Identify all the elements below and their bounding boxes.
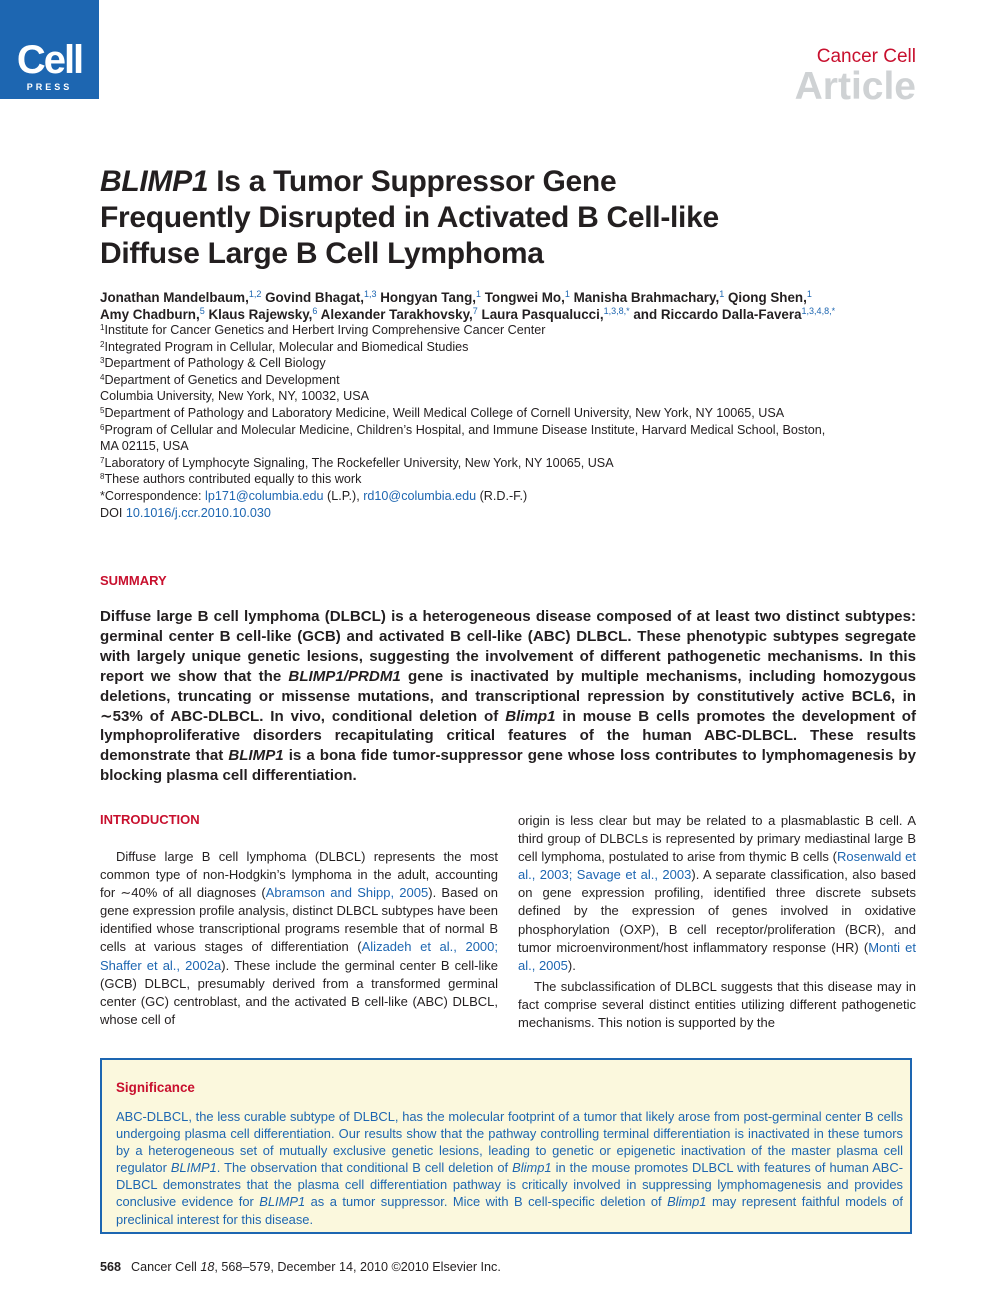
author-sup[interactable]: 1,3,8,*	[603, 306, 630, 316]
affiliation-sup: 7	[100, 455, 105, 465]
title-gene: BLIMP1	[100, 165, 209, 198]
affiliation-sup: 4	[100, 372, 105, 382]
intro-left-column	[100, 848, 498, 1029]
author: Govind Bhagat,	[265, 290, 365, 305]
author-sup[interactable]: 6	[312, 306, 318, 316]
significance-heading: Significance	[116, 1080, 195, 1095]
introduction-heading: INTRODUCTION	[100, 812, 200, 827]
intro-paragraph: The subclassification of DLBCL suggests that this disease may in fact comprise several distinct entities utilizing different pathogenetic mechanisms. This notion is supported by the	[518, 978, 916, 1031]
summary-gene: BLIMP1/PRDM1	[288, 667, 401, 685]
affiliation	[100, 471, 920, 488]
affiliation	[100, 405, 920, 422]
email-link[interactable]: rd10@columbia.edu	[363, 488, 477, 503]
intro-right-column	[518, 812, 916, 1032]
correspondence-label: *Correspondence:	[100, 488, 206, 503]
affiliation	[100, 372, 920, 389]
summary-part: gene is inactivated by multiple mechanisms, including homozygous deletions, truncating or missense mutations, and transcriptional repression by constitutively active BCL6, in ∼53% of ABC-DLBCL. In vivo, conditional deletion of	[100, 667, 917, 725]
author: Tongwei Mo,	[484, 290, 565, 305]
author: Manisha Brahmachary,	[573, 290, 720, 305]
author: Amy Chadburn,	[100, 307, 200, 322]
summary-gene: Blimp1	[505, 707, 556, 725]
author: Laura Pasqualucci,	[481, 307, 604, 322]
significance-part: in the mouse promotes DLBCL with features of human ABC-DLBCL demonstrates that the plasma cell differentiation pathway is critically involved in suppressing lymphomagenesis and provides conclusive evidence for	[116, 1160, 903, 1210]
affiliation	[100, 455, 920, 472]
significance-part: may represent faithful models of preclinical interest for this disease.	[116, 1194, 903, 1227]
affiliation-sup: 1	[100, 323, 105, 332]
logo-word: Cell	[16, 38, 83, 82]
affiliation-sup: 8	[100, 472, 105, 482]
author: Alexander Tarakhovsky,	[320, 307, 473, 322]
article-type: Article	[794, 65, 916, 108]
affiliation-text: Columbia University, New York, NY, 10032, USA	[100, 389, 370, 404]
summary-part: Diffuse large B cell lymphoma (DLBCL) is a heterogeneous disease composed of at least two distinct subtypes: germinal center B cell-like (GCB) and activated B cell-like (ABC) DLBCL. These phenotypic subtypes segregate with largely unique genetic lesions, suggesting the involvement of different pathogenetic mechanisms. In this report we show that the	[100, 608, 916, 685]
author: Jonathan Mandelbaum,	[100, 290, 249, 305]
affiliation	[100, 339, 920, 356]
summary-gene: BLIMP1	[228, 747, 284, 765]
cell-press-logo	[0, 0, 99, 99]
reference-link[interactable]: Rosenwald et al., 2003; Savage et al., 2003	[518, 849, 916, 883]
author: Hongyan Tang,	[380, 290, 476, 305]
significance-gene: Blimp1	[512, 1160, 552, 1176]
affiliation-text: MA 02115, USA	[100, 439, 189, 454]
reference-link[interactable]: Abramson and Shipp, 2005	[265, 885, 429, 901]
author: and Riccardo Dalla-Favera	[633, 307, 802, 322]
affiliation-sup: 2	[100, 339, 105, 349]
significance-part: . The observation that conditional B cell deletion of	[216, 1160, 513, 1176]
affiliation	[100, 438, 920, 455]
summary-part: in mouse B cells promotes the development of lymphoproliferative disorders recapitulating critical features of the human ABC-DLBCL. These results demonstrate that	[100, 707, 916, 765]
affiliation	[100, 422, 920, 439]
significance-text	[116, 1108, 903, 1228]
journal-name: Cancer Cell	[816, 46, 916, 67]
title-line1: Is a Tumor Suppressor Gene	[208, 165, 617, 198]
summary-heading: SUMMARY	[100, 573, 167, 588]
significance-gene: BLIMP1	[170, 1160, 217, 1176]
author-sup[interactable]: 1	[806, 289, 812, 299]
intro-text: Diffuse large B cell lymphoma (DLBCL) represents the most common type of non-Hodgkin’s lymphoma in the adult, accounting for ∼40% of all diagnoses (	[100, 849, 498, 901]
intro-paragraph	[100, 848, 498, 1029]
affiliation-text: Department of Pathology and Laboratory Medicine, Weill Medical College of Cornell University, New York, NY 10065, USA	[104, 405, 785, 420]
email-link[interactable]: lp171@columbia.edu	[205, 488, 324, 503]
article-title	[100, 164, 820, 272]
affiliation	[100, 355, 920, 372]
author-sup[interactable]: 7	[472, 306, 478, 316]
intro-text: ). These include the germinal center B cell-like (GCB) DLBCL, presumably derived from a transformed germinal center (GC) centroblast, and the activated B cell-like (ABC) DLBCL, whose cell of	[100, 957, 498, 1027]
author: Klaus Rajewsky,	[208, 307, 313, 322]
affiliation-text: Department of Genetics and Development	[104, 372, 340, 387]
summary-part: is a bona fide tumor-suppressor gene whose loss contributes to lymphomagenesis by blocking plasma cell differentiation.	[100, 747, 916, 785]
intro-text: ). Based on gene expression profile analysis, distinct DLBCL subtypes have been identified whose transcriptional programs resemble that of normal B cells at various stages of differentiation (	[100, 885, 498, 955]
author-list	[100, 289, 920, 323]
correspondence-initials: (L.P.),	[323, 488, 364, 503]
author: Qiong Shen,	[727, 290, 807, 305]
affiliation	[100, 388, 920, 405]
significance-part: ABC-DLBCL, the less curable subtype of DLBCL, has the molecular footprint of a tumor that likely arose from post-germinal center B cells undergoing plasma cell differentiation. Our results show that the pathway controlling terminal differentiation is inactivated in these tumors by a heterogeneous set of mutually exclusive genetic lesions, leading to genetic or epigenetic inactivation of the master plasma cell regulator	[116, 1109, 903, 1176]
affiliation-text: These authors contributed equally to this work	[104, 472, 362, 487]
significance-gene: Blimp1	[667, 1194, 707, 1210]
footer-citation: , 568–579, December 14, 2010 ©2010 Elsevier Inc.	[214, 1260, 501, 1274]
author-sup[interactable]: 5	[199, 306, 205, 316]
doi	[100, 505, 920, 522]
affiliation-text: Department of Pathology & Cell Biology	[104, 356, 326, 371]
correspondence	[100, 488, 920, 505]
affiliation	[100, 322, 920, 339]
affiliation-text: Laboratory of Lymphocyte Signaling, The Rockefeller University, New York, NY 10065, USA	[104, 455, 614, 470]
footer-journal: Cancer Cell	[131, 1260, 201, 1274]
affiliation-sup: 3	[100, 356, 105, 366]
affiliation-list	[100, 322, 920, 521]
intro-text: origin is less clear but may be related to a plasmablastic B cell. A third group of DLBCLs is represented by primary mediastinal large B cell lymphoma, postulated to arise from thymic B cells (	[518, 813, 916, 865]
author-sup[interactable]: 1,2	[248, 289, 262, 299]
significance-part: as a tumor suppressor. Mice with B cell-specific deletion of	[305, 1194, 668, 1210]
affiliation-sup: 5	[100, 405, 105, 415]
author-sup[interactable]: 1	[564, 289, 570, 299]
affiliation-text: Program of Cellular and Molecular Medicine, Children’s Hospital, and Immune Disease Institute, Harvard Medical School, Boston,	[104, 422, 826, 437]
title-line2: Frequently Disrupted in Activated B Cell-like	[100, 201, 719, 234]
title-line3: Diffuse Large B Cell Lymphoma	[100, 237, 544, 270]
author-sup[interactable]: 1,3,4,8,*	[801, 306, 836, 316]
logo-subword: PRESS	[26, 82, 73, 92]
author-sup[interactable]: 1,3	[364, 289, 377, 299]
reference-link[interactable]: Monti et al., 2005	[518, 939, 916, 973]
summary-text	[100, 607, 916, 786]
author-sup[interactable]: 1	[719, 289, 725, 299]
reference-link[interactable]: Alizadeh et al., 2000; Shaffer et al., 2002a	[100, 939, 498, 973]
significance-gene: BLIMP1	[259, 1194, 306, 1210]
doi-label: DOI	[100, 505, 126, 520]
page-footer	[100, 1259, 501, 1275]
doi-link[interactable]: 10.1016/j.ccr.2010.10.030	[125, 505, 271, 520]
affiliation-sup: 6	[100, 422, 105, 432]
intro-text: ). A separate classification, also based on gene expression profiling, identified three discrete subsets defined by the expression of genes involved in oxidative phosphorylation (OXP), B cell receptor/proliferation (BCR), and tumor microenvironment/host inflammatory response (HR) (	[518, 867, 916, 955]
footer-volume: 18	[200, 1260, 215, 1274]
correspondence-initials: (R.D.-F.)	[476, 488, 528, 503]
affiliation-text: Integrated Program in Cellular, Molecular and Biomedical Studies	[104, 339, 469, 354]
page-number: 568	[100, 1260, 122, 1274]
intro-text: ).	[567, 957, 576, 973]
significance-box	[100, 1058, 912, 1234]
affiliation-text: Institute for Cancer Genetics and Herbert Irving Comprehensive Cancer Center	[104, 323, 546, 337]
author-sup[interactable]: 1	[475, 289, 481, 299]
intro-paragraph	[518, 812, 916, 975]
